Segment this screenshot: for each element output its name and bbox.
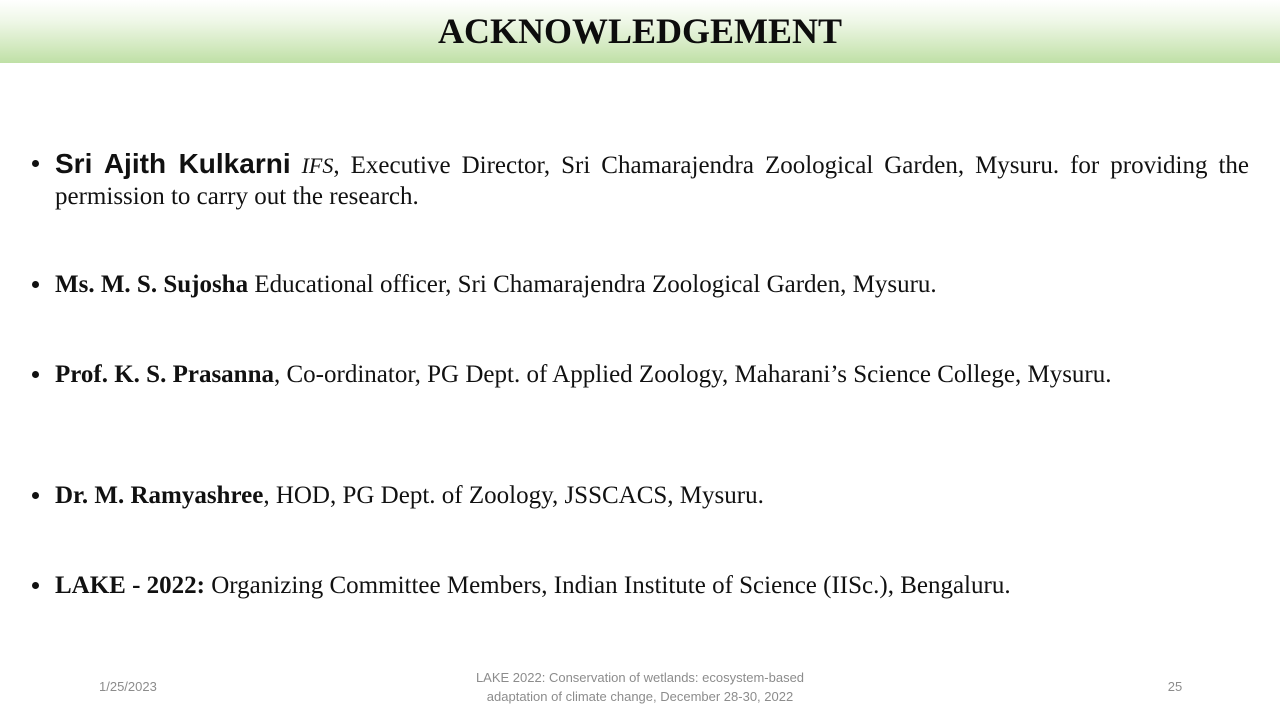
item-text: Organizing Committee Members, Indian Institute of Science (IISc.), Bengaluru. xyxy=(205,572,1011,599)
item-text: , HOD, PG Dept. of Zoology, JSSCACS, Mysuru. xyxy=(263,482,764,509)
acknowledgement-item xyxy=(55,570,1249,601)
person-name: Dr. M. Ramyashree xyxy=(55,482,264,509)
footer-event xyxy=(440,668,840,706)
item-text: , Executive Director, Sri Chamarajendra Zoological Garden, Mysuru. for providing the permission to carry out the research. xyxy=(55,152,1250,210)
person-name: Sri Ajith Kulkarni xyxy=(55,148,291,179)
organization-name: LAKE - 2022: xyxy=(55,572,205,599)
slide-number: 25 xyxy=(1167,679,1183,694)
acknowledgement-item xyxy=(55,480,1249,511)
footer-event-line-1: LAKE 2022: Conservation of wetlands: ecosystem-based xyxy=(475,670,805,685)
footer-event-line-2: adaptation of climate change, December 28-30, 2022 xyxy=(486,689,794,704)
person-designation: IFS xyxy=(301,153,334,178)
item-text: , Co-ordinator, PG Dept. of Applied Zoology, Maharani’s Science College, Mysuru. xyxy=(274,361,1112,388)
acknowledgement-item xyxy=(55,148,1249,212)
slide-title: ACKNOWLEDGEMENT xyxy=(437,11,843,51)
footer-date: 1/25/2023 xyxy=(99,679,157,694)
acknowledgement-item xyxy=(55,269,1249,300)
person-name: Ms. M. S. Sujosha xyxy=(55,271,249,298)
item-text: Educational officer, Sri Chamarajendra Zoological Garden, Mysuru. xyxy=(248,271,937,298)
acknowledgement-item xyxy=(55,359,1249,390)
person-name: Prof. K. S. Prasanna xyxy=(55,361,274,388)
